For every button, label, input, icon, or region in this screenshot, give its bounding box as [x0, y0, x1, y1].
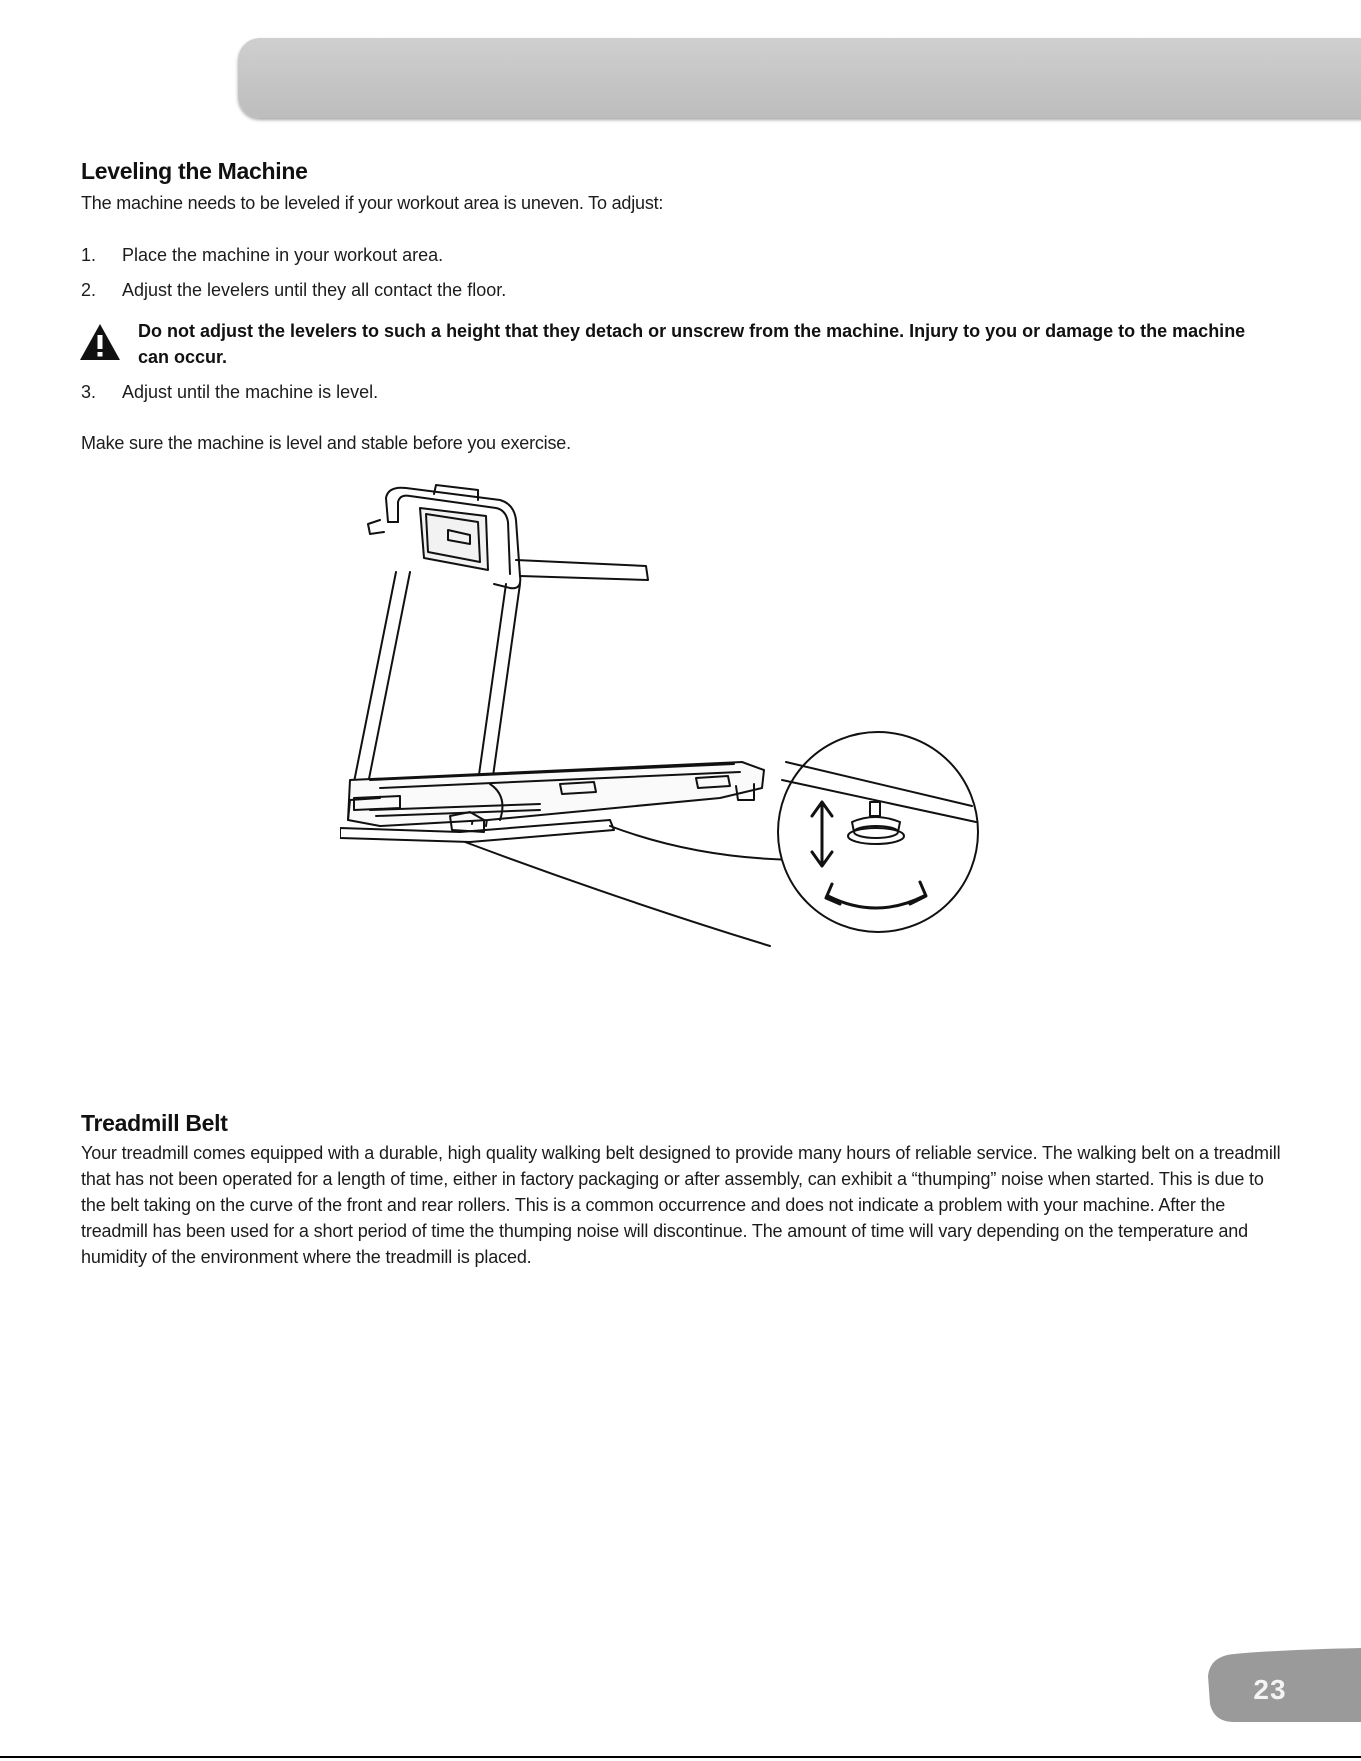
leveling-closing: Make sure the machine is level and stable before you exercise. — [81, 433, 571, 453]
header-bar — [238, 38, 1361, 118]
section-title-treadmill-belt: Treadmill Belt — [81, 1110, 228, 1136]
treadmill-illustration — [340, 480, 1060, 1000]
list-item — [81, 382, 378, 403]
list-item — [81, 245, 443, 266]
deck-icon — [348, 762, 764, 826]
warning-triangle-icon — [78, 322, 122, 362]
leveler-detail — [778, 732, 978, 932]
bottom-border — [0, 1756, 1361, 1758]
step-text: Adjust the levelers until they all contact the floor. — [122, 280, 507, 300]
warning-text: Do not adjust the levelers to such a height that they detach or unscrew from the machine. Injury to you or damage to the machine can occur. — [138, 321, 1246, 367]
leveling-intro: The machine needs to be leveled if your workout area is uneven. To adjust: — [81, 193, 664, 213]
list-item — [81, 280, 506, 301]
leader-line — [610, 826, 806, 860]
leader-line — [465, 842, 770, 946]
step-number: 1. — [81, 245, 97, 265]
section-title-leveling: Leveling the Machine — [81, 158, 308, 184]
step-text: Adjust until the machine is level. — [122, 382, 379, 402]
step-number: 2. — [81, 280, 97, 300]
page-number: 23 — [1253, 1674, 1287, 1705]
warning-callout — [78, 318, 1268, 370]
step-number: 3. — [81, 382, 97, 402]
step-text: Place the machine in your workout area. — [122, 245, 444, 265]
treadmill-belt-text: Your treadmill comes equipped with a durable, high quality walking belt designed to provide many hours of reliable service. The walking belt on a treadmill that has not been operated for a length of time, either in factory packaging or after assembly, can exhibit a “thumping” noise when started. This is due to the belt taking on the curve of the front and rear rollers. This is a common occurrence and does not indicate a problem with your machine. After the treadmill has been used for a short period of time the thumping noise will discontinue. The amount of time will vary depending on the temperature and humidity of the environment where the treadmill is placed. — [81, 1143, 1281, 1267]
